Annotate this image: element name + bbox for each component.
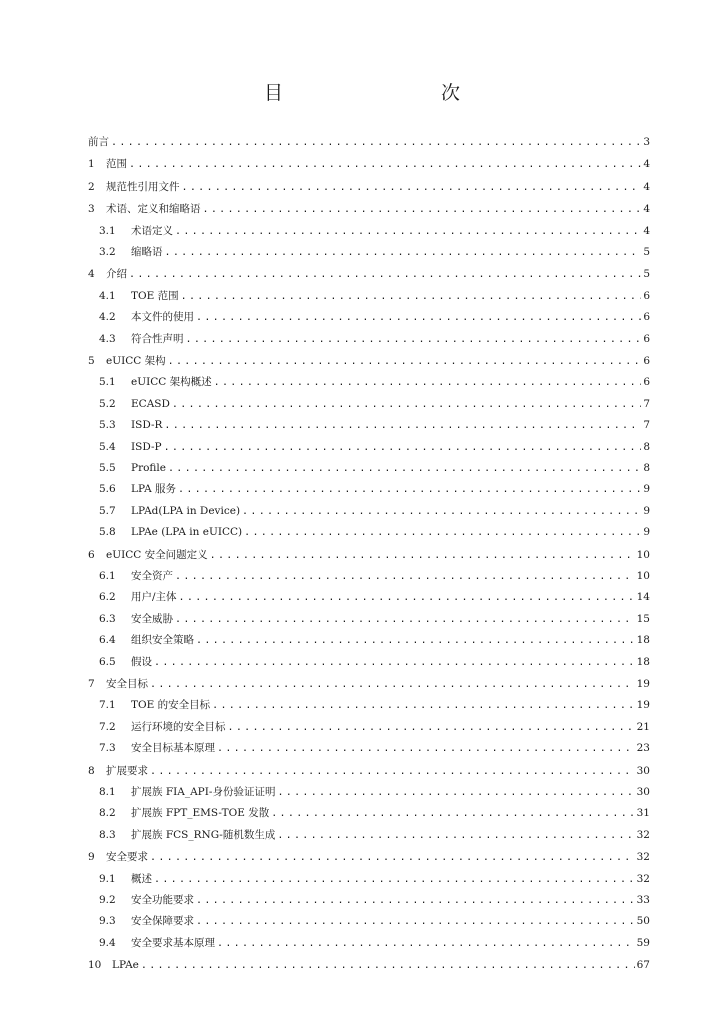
toc-entry-number: 4 bbox=[88, 268, 95, 280]
toc-page-number: 9 bbox=[643, 526, 650, 538]
toc-page-number: 4 bbox=[643, 181, 650, 193]
toc-page-number: 6 bbox=[643, 355, 650, 367]
toc-entry-number: 5.2 bbox=[99, 398, 116, 410]
toc-chapter-entry[interactable] bbox=[88, 268, 650, 280]
toc-entry-number: 5.3 bbox=[99, 419, 116, 431]
toc-section-entry[interactable] bbox=[88, 721, 650, 733]
toc-entry-title: 概述 bbox=[131, 873, 152, 885]
toc-entry-title: 安全要求基本原理 bbox=[131, 937, 215, 949]
toc-entry-number: 9.3 bbox=[99, 915, 116, 927]
page-title: 目 次 bbox=[263, 82, 500, 104]
toc-page-number: 32 bbox=[636, 851, 650, 863]
toc-entry-title: 组织安全策略 bbox=[131, 634, 194, 646]
toc-dot-leader bbox=[141, 960, 635, 972]
toc-entry-title: eUICC 安全问题定义 bbox=[106, 549, 208, 561]
toc-page-number: 6 bbox=[643, 333, 650, 345]
toc-page-number: 9 bbox=[643, 505, 650, 517]
toc-page-number: 31 bbox=[636, 807, 650, 819]
toc-section-entry[interactable] bbox=[88, 699, 650, 711]
toc-entry-number: 4.3 bbox=[99, 333, 116, 345]
toc-dot-leader bbox=[165, 247, 642, 259]
toc-dot-leader bbox=[217, 938, 635, 950]
toc-page-number: 19 bbox=[636, 699, 650, 711]
toc-dot-leader bbox=[277, 787, 634, 799]
toc-entry-title: 本文件的使用 bbox=[131, 311, 194, 323]
toc-entry-title: 安全资产 bbox=[131, 570, 173, 582]
toc-entry-number: 6.4 bbox=[99, 634, 116, 646]
toc-dot-leader bbox=[196, 895, 635, 907]
toc-entry-title: 安全威胁 bbox=[131, 613, 173, 625]
toc-entry-number: 8 bbox=[88, 765, 95, 777]
toc-section-entry[interactable] bbox=[88, 333, 650, 345]
toc-dot-leader bbox=[129, 269, 641, 281]
toc-dot-leader bbox=[182, 182, 642, 194]
toc-page-number: 7 bbox=[643, 419, 650, 431]
toc-section-entry[interactable] bbox=[88, 786, 650, 798]
toc-entry-title: 扩展族 FCS_RNG-随机数生成 bbox=[131, 829, 276, 841]
toc-chapter-entry[interactable] bbox=[88, 136, 650, 148]
toc-dot-leader bbox=[175, 571, 635, 583]
toc-dot-leader bbox=[271, 808, 634, 820]
toc-entry-number: 9.2 bbox=[99, 894, 116, 906]
toc-entry-title: LPAe bbox=[112, 959, 139, 971]
toc-dot-leader bbox=[154, 874, 635, 886]
toc-dot-leader bbox=[175, 614, 635, 626]
toc-page-number: 14 bbox=[636, 591, 650, 603]
toc-dot-leader bbox=[150, 679, 635, 691]
toc-dot-leader bbox=[186, 334, 642, 346]
toc-entry-number: 5.1 bbox=[99, 376, 116, 388]
toc-dot-leader bbox=[164, 420, 641, 432]
toc-entry-number: 8.3 bbox=[99, 829, 116, 841]
toc-entry-number: 6 bbox=[88, 549, 95, 561]
toc-chapter-entry[interactable] bbox=[88, 678, 650, 690]
toc-dot-leader bbox=[175, 226, 641, 238]
toc-entry-number: 5.6 bbox=[99, 483, 116, 495]
toc-section-entry[interactable] bbox=[88, 591, 650, 603]
toc-section-entry[interactable] bbox=[88, 873, 650, 885]
toc-entry-number: 6.2 bbox=[99, 591, 116, 603]
toc-dot-leader bbox=[168, 356, 642, 368]
toc-page-number: 4 bbox=[643, 225, 650, 237]
toc-entry-number: 4.2 bbox=[99, 311, 116, 323]
toc-entry-title: LPAd(LPA in Device) bbox=[131, 505, 241, 517]
toc-page-number: 50 bbox=[636, 915, 650, 927]
toc-chapter-entry[interactable] bbox=[88, 851, 650, 863]
toc-entry-title: 缩略语 bbox=[131, 246, 163, 258]
toc-chapter-entry[interactable] bbox=[88, 203, 650, 215]
toc-page-number: 5 bbox=[643, 246, 650, 258]
toc-section-entry[interactable] bbox=[88, 462, 650, 474]
toc-page-number: 19 bbox=[636, 678, 650, 690]
toc-chapter-entry[interactable] bbox=[88, 765, 650, 777]
toc-section-entry[interactable] bbox=[88, 526, 650, 538]
toc-page-number: 32 bbox=[636, 873, 650, 885]
toc-dot-leader bbox=[129, 159, 641, 171]
toc-section-entry[interactable] bbox=[88, 807, 650, 819]
toc-entry-number: 7.2 bbox=[99, 721, 116, 733]
toc-section-entry[interactable] bbox=[88, 894, 650, 906]
toc-entry-title: 安全目标 bbox=[106, 678, 148, 690]
toc-entry-number: 9.1 bbox=[99, 873, 116, 885]
toc-chapter-entry[interactable] bbox=[88, 181, 650, 193]
toc-entry-title: LPAe (LPA in eUICC) bbox=[131, 526, 243, 538]
toc-page-number: 4 bbox=[643, 203, 650, 215]
toc-page-number: 8 bbox=[643, 441, 650, 453]
toc-entry-title: 规范性引用文件 bbox=[106, 181, 180, 193]
toc-entry-number: 9.4 bbox=[99, 937, 116, 949]
toc-entry-title: 前言 bbox=[88, 136, 109, 148]
toc-entry-number: 6.1 bbox=[99, 570, 116, 582]
toc-section-entry[interactable] bbox=[88, 441, 650, 453]
toc-section-entry[interactable] bbox=[88, 419, 650, 431]
toc-section-entry[interactable] bbox=[88, 225, 650, 237]
toc-entry-title: 假设 bbox=[131, 656, 152, 668]
toc-section-entry[interactable] bbox=[88, 742, 650, 754]
toc-page-number: 4 bbox=[643, 158, 650, 170]
toc-section-entry[interactable] bbox=[88, 656, 650, 668]
toc-section-entry[interactable] bbox=[88, 613, 650, 625]
toc-page-number: 5 bbox=[643, 268, 650, 280]
toc-dot-leader bbox=[212, 700, 635, 712]
toc-entry-title: ISD-R bbox=[131, 419, 163, 431]
toc-dot-leader bbox=[168, 463, 641, 475]
toc-entry-number: 2 bbox=[88, 181, 95, 193]
toc-page-number: 10 bbox=[636, 570, 650, 582]
toc-entry-number: 5.7 bbox=[99, 505, 116, 517]
toc-entry-number: 8.1 bbox=[99, 786, 116, 798]
toc-section-entry[interactable] bbox=[88, 246, 650, 258]
toc-entry-title: 运行环境的安全目标 bbox=[131, 721, 226, 733]
toc-page-number: 30 bbox=[636, 786, 650, 798]
toc-entry-title: Profile bbox=[131, 462, 166, 474]
toc-section-entry[interactable] bbox=[88, 398, 650, 410]
toc-dot-leader bbox=[150, 766, 635, 778]
toc-page-number: 21 bbox=[636, 721, 650, 733]
toc-dot-leader bbox=[154, 657, 635, 669]
toc-dot-leader bbox=[172, 399, 641, 411]
toc-entry-title: 术语、定义和缩略语 bbox=[106, 203, 201, 215]
toc-entry-number: 6.5 bbox=[99, 656, 116, 668]
toc-dot-leader bbox=[196, 312, 641, 324]
toc-entry-title: TOE 范围 bbox=[131, 290, 179, 302]
toc-entry-number: 9 bbox=[88, 851, 95, 863]
toc-entry-number: 5.8 bbox=[99, 526, 116, 538]
toc-entry-title: 用户/主体 bbox=[131, 591, 177, 603]
toc-page-number: 6 bbox=[643, 376, 650, 388]
toc-page-number: 59 bbox=[636, 937, 650, 949]
toc-section-entry[interactable] bbox=[88, 376, 650, 388]
toc-entry-number: 6.3 bbox=[99, 613, 116, 625]
toc-page-number: 9 bbox=[643, 483, 650, 495]
toc-entry-title: 扩展族 FIA_API-身份验证证明 bbox=[131, 786, 276, 798]
toc-section-entry[interactable] bbox=[88, 829, 650, 841]
toc-entry-title: ISD-P bbox=[131, 441, 162, 453]
toc-page-number: 32 bbox=[636, 829, 650, 841]
toc-entry-title: ECASD bbox=[131, 398, 170, 410]
toc-dot-leader bbox=[203, 204, 642, 216]
toc-entry-number: 8.2 bbox=[99, 807, 116, 819]
toc-page-number: 7 bbox=[643, 398, 650, 410]
toc-entry-title: 扩展族 FPT_EMS-TOE 发散 bbox=[131, 807, 270, 819]
toc-entry-title: 安全目标基本原理 bbox=[131, 742, 215, 754]
toc-page-number: 6 bbox=[643, 290, 650, 302]
toc-page-number: 67 bbox=[636, 959, 650, 971]
toc-chapter-entry[interactable] bbox=[88, 158, 650, 170]
toc-entry-title: 安全功能要求 bbox=[131, 894, 194, 906]
toc-section-entry[interactable] bbox=[88, 915, 650, 927]
toc-page-number: 10 bbox=[636, 549, 650, 561]
toc-entry-title: 介绍 bbox=[106, 268, 127, 280]
toc-entry-title: 符合性声明 bbox=[131, 333, 184, 345]
toc-chapter-entry[interactable] bbox=[88, 355, 650, 367]
toc-dot-leader bbox=[181, 291, 642, 303]
toc-entry-title: 安全保障要求 bbox=[131, 915, 194, 927]
toc-page-number: 3 bbox=[643, 136, 650, 148]
toc-entry-title: 术语定义 bbox=[131, 225, 173, 237]
toc-page-number: 23 bbox=[636, 742, 650, 754]
toc-entry-number: 5.4 bbox=[99, 441, 116, 453]
toc-entry-number: 5 bbox=[88, 355, 95, 367]
toc-dot-leader bbox=[178, 484, 641, 496]
toc-dot-leader bbox=[244, 527, 641, 539]
toc-entry-number: 3 bbox=[88, 203, 95, 215]
toc-dot-leader bbox=[217, 743, 635, 755]
toc-entry-title: 安全要求 bbox=[106, 851, 148, 863]
toc-page-number: 6 bbox=[643, 311, 650, 323]
toc-entry-number: 3.2 bbox=[99, 246, 116, 258]
toc-section-entry[interactable] bbox=[88, 483, 650, 495]
toc-page-number: 18 bbox=[636, 656, 650, 668]
toc-dot-leader bbox=[277, 830, 634, 842]
toc-dot-leader bbox=[242, 506, 641, 518]
toc-entry-number: 5.5 bbox=[99, 462, 116, 474]
toc-entry-number: 7 bbox=[88, 678, 95, 690]
toc-page-number: 30 bbox=[636, 765, 650, 777]
toc-page-number: 33 bbox=[636, 894, 650, 906]
toc-entry-title: LPA 服务 bbox=[131, 483, 176, 495]
toc-dot-leader bbox=[228, 722, 635, 734]
toc-entry-title: eUICC 架构 bbox=[106, 355, 166, 367]
toc-dot-leader bbox=[196, 916, 635, 928]
toc-entry-title: TOE 的安全目标 bbox=[131, 699, 211, 711]
toc-page-number: 18 bbox=[636, 634, 650, 646]
toc-dot-leader bbox=[196, 635, 635, 647]
toc-dot-leader bbox=[111, 137, 641, 149]
toc-dot-leader bbox=[164, 442, 642, 454]
toc-entry-title: 扩展要求 bbox=[106, 765, 148, 777]
toc-section-entry[interactable] bbox=[88, 937, 650, 949]
toc-page-number: 8 bbox=[643, 462, 650, 474]
toc-entry-number: 4.1 bbox=[99, 290, 116, 302]
toc-section-entry[interactable] bbox=[88, 634, 650, 646]
toc-entry-title: 范围 bbox=[106, 158, 127, 170]
toc-dot-leader bbox=[179, 592, 635, 604]
toc-section-entry[interactable] bbox=[88, 311, 650, 323]
toc-entry-number: 7.1 bbox=[99, 699, 116, 711]
toc-entry-number: 1 bbox=[88, 158, 95, 170]
toc-entry-title: eUICC 架构概述 bbox=[131, 376, 212, 388]
toc-chapter-entry[interactable] bbox=[88, 959, 650, 971]
toc-dot-leader bbox=[150, 852, 635, 864]
toc-entry-number: 10 bbox=[88, 959, 102, 971]
toc-dot-leader bbox=[210, 550, 635, 562]
toc-chapter-entry[interactable] bbox=[88, 549, 650, 561]
toc-section-entry[interactable] bbox=[88, 505, 650, 517]
toc-dot-leader bbox=[214, 377, 642, 389]
toc-section-entry[interactable] bbox=[88, 570, 650, 582]
toc-entry-number: 7.3 bbox=[99, 742, 116, 754]
toc-section-entry[interactable] bbox=[88, 290, 650, 302]
toc-page-number: 15 bbox=[636, 613, 650, 625]
toc-entry-number: 3.1 bbox=[99, 225, 116, 237]
